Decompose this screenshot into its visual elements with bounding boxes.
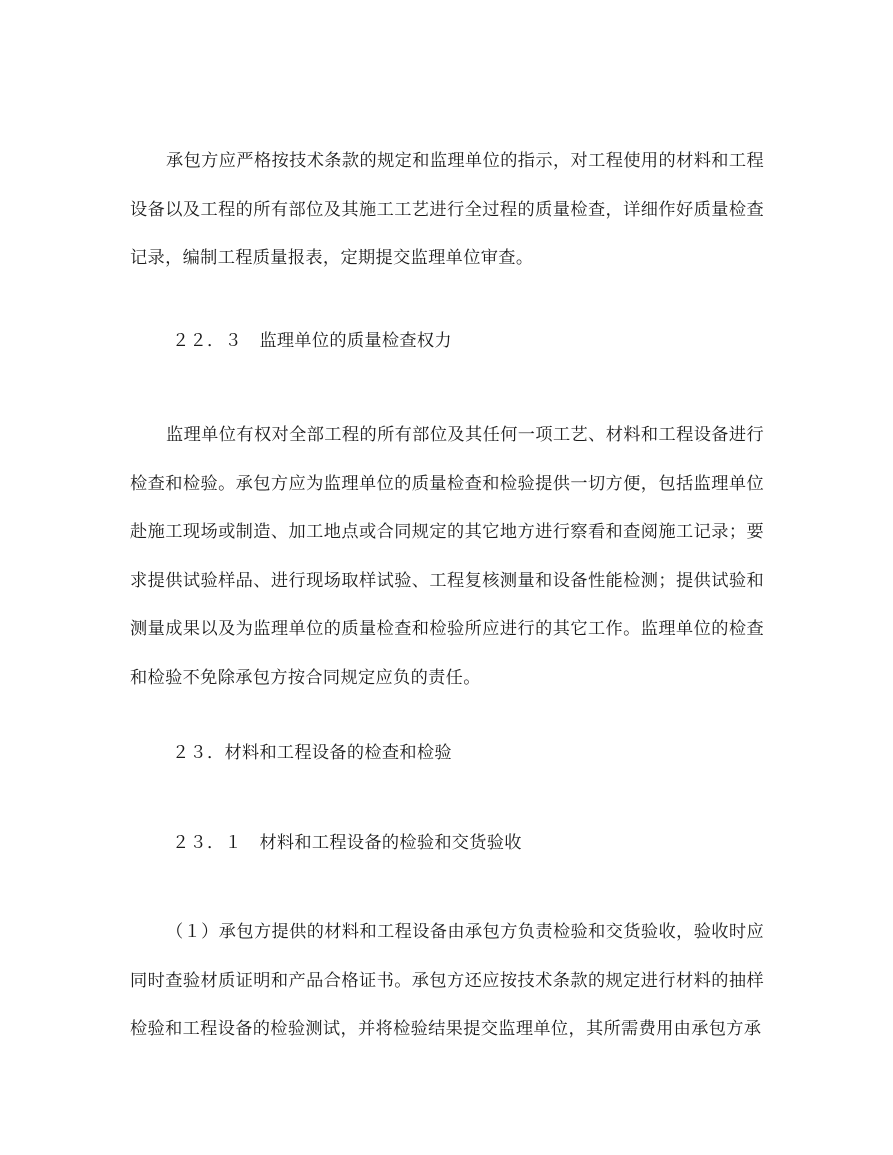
section-heading-22-3: ２２．３ 监理单位的质量检查权力	[172, 331, 452, 351]
section-heading-23-1: ２３．１ 材料和工程设备的检验和交货验收	[172, 833, 522, 853]
body-paragraph-quality-inspection-duty: 承包方应严格按技术条款的规定和监理单位的指示，对工程使用的材料和工程设备以及工程的所有部位及其施工工艺进行全过程的质量检查，详细作好质量检查记录，编制工程质量报表，定期提交监理单位审查。	[130, 151, 764, 268]
body-paragraph-supervisor-inspection-rights: 监理单位有权对全部工程的所有部位及其任何一项工艺、材料和工程设备进行检查和检验。承包方应为监理单位的质量检查和检验提供一切方便，包括监理单位赴施工现场或制造、加工地点或合同规定的其它地方进行察看和查阅施工记录；要求提供试验样品、进行现场取样试验、工程复核测量和设备性能检测；提供试验和测量成果以及为监理单位的质量检查和检验所应进行的其它工作。监理单位的检查和检验不免除承包方按合同规定应负的责任。	[130, 425, 764, 688]
body-paragraph-material-inspection: （１）承包方提供的材料和工程设备由承包方负责检验和交货验收，验收时应同时查验材质证明和产品合格证书。承包方还应按技术条款的规定进行材料的抽样检验和工程设备的检验测试，并将检验结果提交监理单位，其所需费用由承包方承	[130, 922, 764, 1039]
section-heading-23: ２３．材料和工程设备的检查和检验	[172, 743, 452, 763]
